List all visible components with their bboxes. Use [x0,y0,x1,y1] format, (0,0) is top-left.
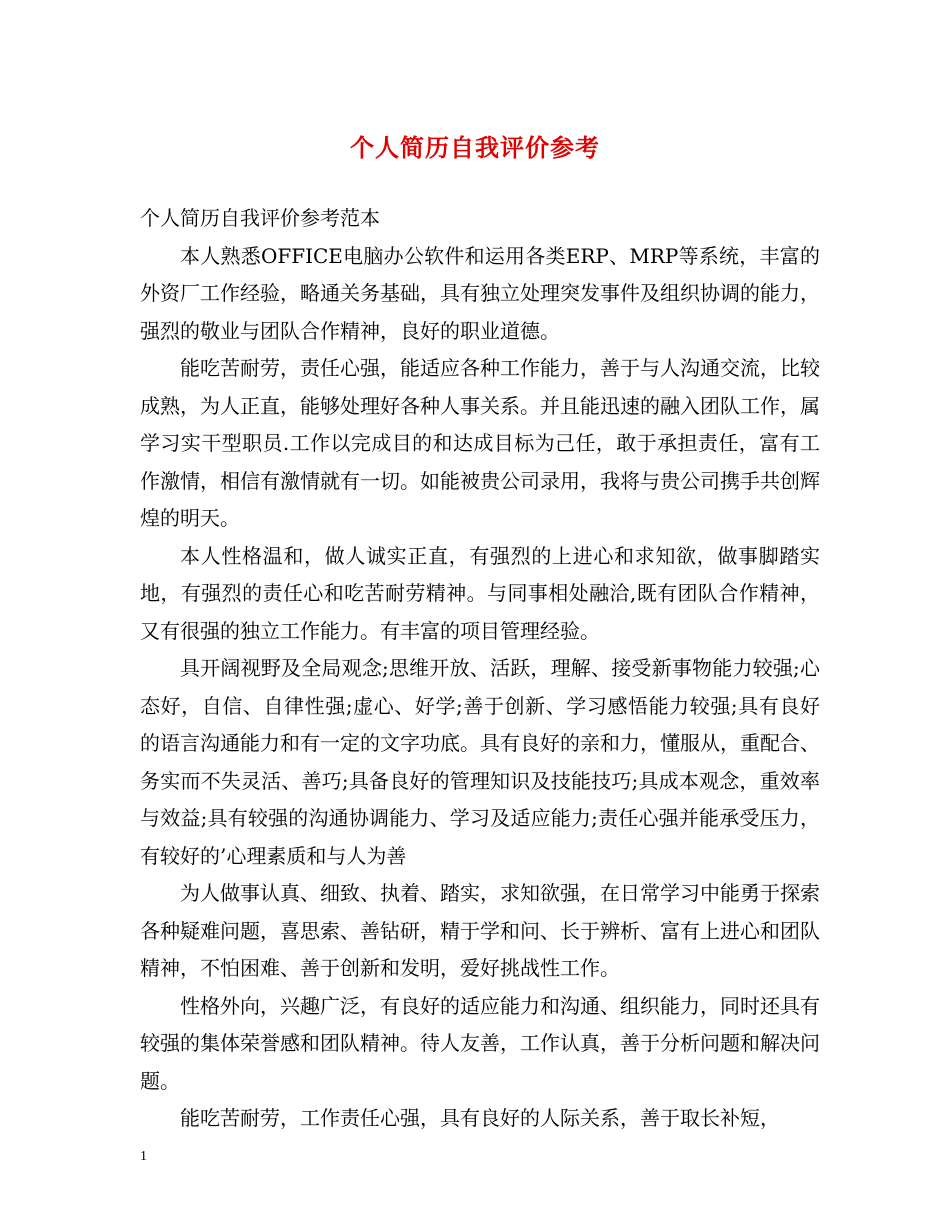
document-title: 个人简历自我评价参考 [350,133,600,162]
document-body [140,200,820,1138]
paragraph: 为人做事认真、细致、执着、踏实，求知欲强，在日常学习中能勇于探索各种疑难问题，喜思索、善钻研，精于学和问、长于辨析、富有上进心和团队精神，不怕困难、善于创新和发明，爱好挑战性工作。 [140,881,820,980]
paragraph: 能吃苦耐劳，工作责任心强，具有良好的人际关系，善于取长补短， [180,1106,780,1130]
page-number: 1 [140,1149,147,1164]
paragraph: 性格外向，兴趣广泛，有良好的适应能力和沟通、组织能力，同时还具有较强的集体荣誉感和团队精神。待人友善，工作认真，善于分析问题和解决问题。 [140,993,820,1093]
paragraph: 本人熟悉OFFICE电脑办公软件和运用各类ERP、MRP等系统，丰富的外资厂工作经验，略通关务基础，具有独立处理突发事件及组织协调的能力，强烈的敬业与团队合作精神，良好的职业道德。 [140,243,820,343]
paragraph: 能吃苦耐劳，责任心强，能适应各种工作能力，善于与人沟通交流，比较成熟，为人正直，能够处理好各种人事关系。并且能迅速的融入团队工作，属学习实干型职员.工作以完成目的和达成目标为己任，敢于承担责任，富有工作激情，相信有激情就有一切。如能被贵公司录用，我将与贵公司携手共创辉煌的明天。 [140,356,820,530]
document-subtitle: 个人简历自我评价参考范本 [140,206,380,230]
paragraph: 具开阔视野及全局观念;思维开放、活跃，理解、接受新事物能力较强;心态好，自信、自律性强;虚心、好学;善于创新、学习感悟能力较强;具有良好的语言沟通能力和有一定的文字功底。具有良好的亲和力，懂服从，重配合、务实而不失灵活、善巧;具备良好的管理知识及技能技巧;具成本观念，重效率与效益;具有较强的沟通协调能力、学习及适应能力;责任心强并能承受压力，有较好的’心理素质和与人为善 [140,656,820,868]
paragraph: 本人性格温和，做人诚实正直，有强烈的上进心和求知欲，做事脚踏实地，有强烈的责任心和吃苦耐劳精神。与同事相处融洽,既有团队合作精神，又有很强的独立工作能力。有丰富的项目管理经验。 [140,543,820,643]
